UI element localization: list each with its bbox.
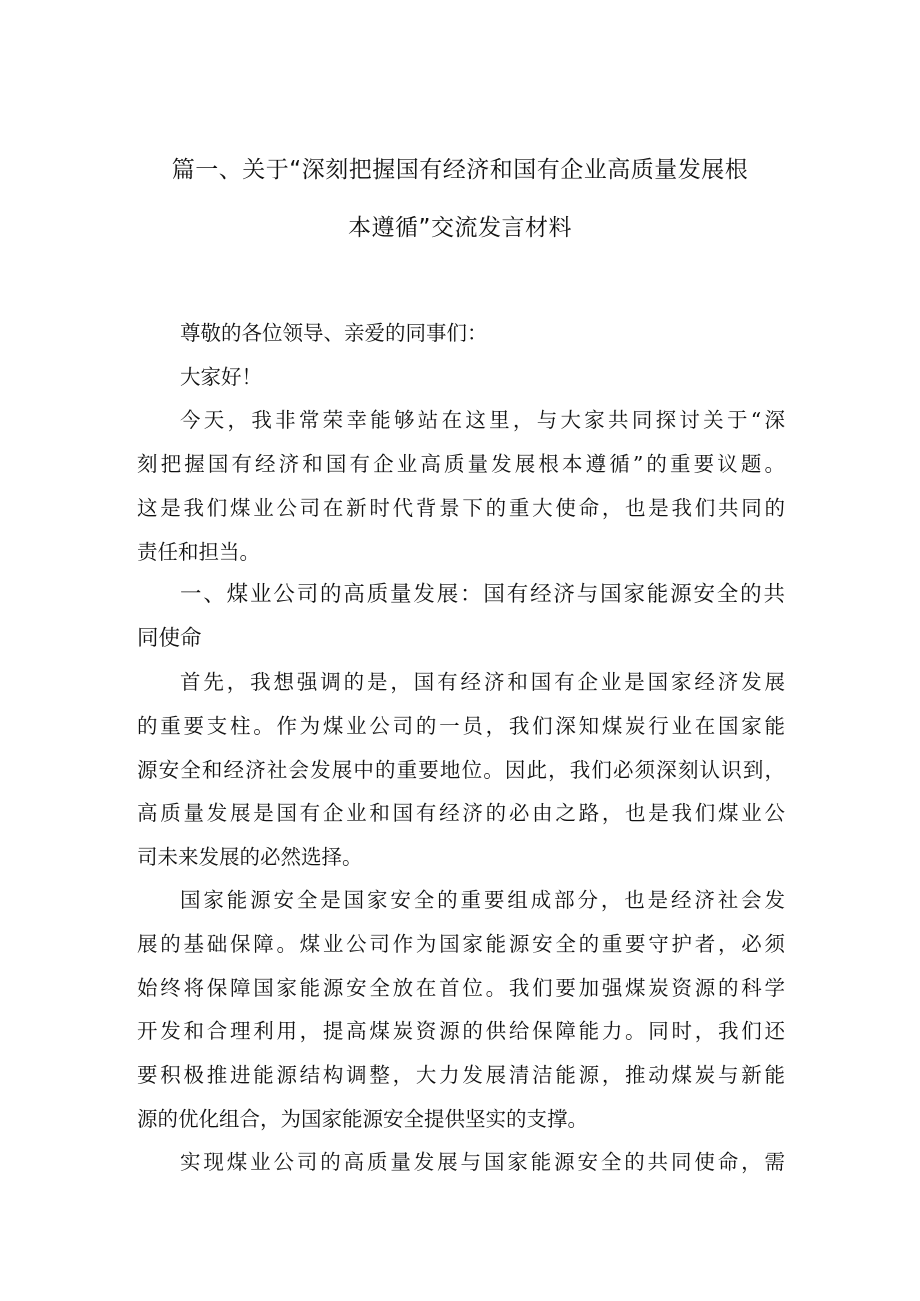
intro-line: 刻把握国有经济和国有企业高质量发展根本遵循”的重要议题。 [137, 452, 785, 476]
paragraph-line: 源的优化组合，为国家能源安全提供坚实的支撑。 [137, 1107, 588, 1131]
paragraph-line: 国家能源安全是国家安全的重要组成部分，也是经济社会发 [180, 888, 785, 912]
paragraph-line: 源安全和经济社会发展中的重要地位。因此，我们必须深刻认识到， [137, 758, 785, 782]
paragraph-line: 高质量发展是国有企业和国有经济的必由之路，也是我们煤业公 [137, 801, 785, 825]
document-title-line-2: 本遵循”交流发言材料 [348, 215, 572, 241]
paragraph-line: 开发和合理利用，提高煤炭资源的供给保障能力。同时，我们还 [137, 1019, 785, 1043]
paragraph-line: 展的基础保障。煤业公司作为国家能源安全的重要守护者，必须 [137, 932, 785, 956]
paragraph-line: 始终将保障国家能源安全放在首位。我们要加强煤炭资源的科学 [137, 976, 785, 1000]
paragraph-line: 要积极推进能源结构调整，大力发展清洁能源，推动煤炭与新能 [137, 1063, 785, 1087]
paragraph-line: 首先，我想强调的是，国有经济和国有企业是国家经济发展 [180, 670, 785, 694]
salutation: 尊敬的各位领导、亲爱的同事们： [180, 321, 488, 345]
greeting: 大家好！ [180, 365, 262, 389]
document-title-line-1: 篇一、关于“深刻把握国有经济和国有企业高质量发展根 [171, 157, 749, 183]
section-heading-line: 一、煤业公司的高质量发展：国有经济与国家能源安全的共 [180, 582, 785, 607]
paragraph-line: 的重要支柱。作为煤业公司的一员，我们深知煤炭行业在国家能 [137, 714, 785, 738]
section-heading-line: 同使命 [137, 626, 202, 651]
paragraph-line: 司未来发展的必然选择。 [137, 845, 363, 869]
intro-line: 这是我们煤业公司在新时代背景下的重大使命，也是我们共同的 [137, 496, 785, 520]
paragraph-line: 实现煤业公司的高质量发展与国家能源安全的共同使命，需 [180, 1150, 785, 1174]
intro-line: 责任和担当。 [137, 540, 260, 564]
intro-line: 今天，我非常荣幸能够站在这里，与大家共同探讨关于“深 [180, 408, 785, 432]
